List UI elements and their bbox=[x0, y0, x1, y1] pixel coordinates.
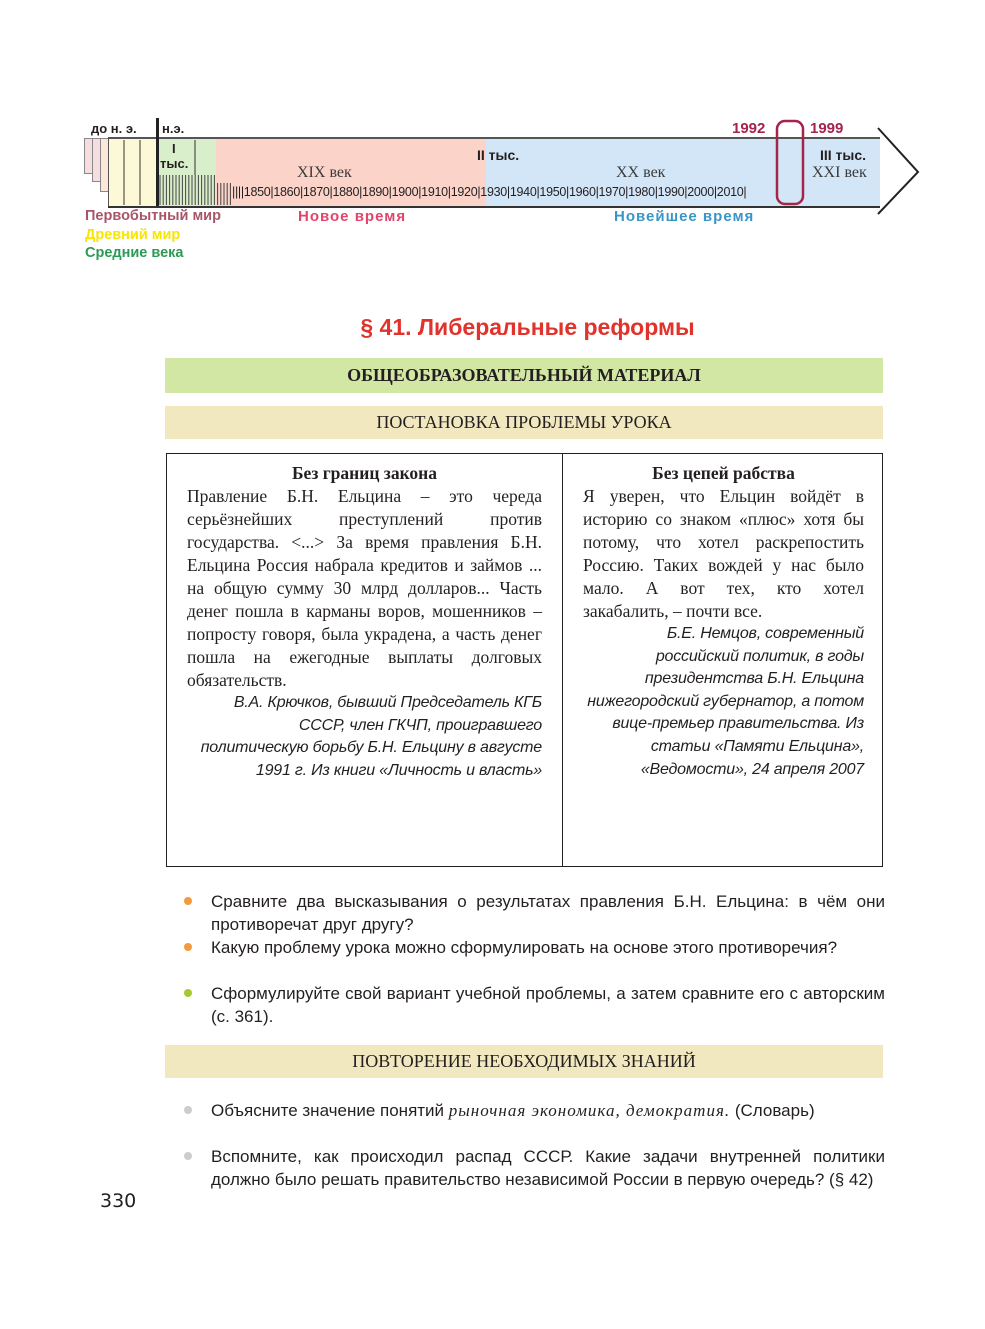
review-text: (Словарь) bbox=[730, 1101, 815, 1120]
year-label: 1910 bbox=[421, 185, 448, 199]
highlight-1990s bbox=[777, 121, 803, 204]
year-label: 1850 bbox=[243, 185, 271, 199]
second-millennium-label: II тыс. bbox=[477, 147, 520, 163]
question-text: Сформулируйте свой вариант учебной проблемы, а затем сравните его с авторским (с. 361). bbox=[211, 984, 885, 1026]
year-label: 1940 bbox=[509, 185, 537, 199]
ad-label: н.э. bbox=[162, 121, 185, 136]
bc-label: до н. э. bbox=[91, 121, 137, 136]
quote-left-text: Правление Б.Н. Ельцина – это череда серьёзнейших преступлений против государства. <...> За время правления Б.Н. Ельцина Россия набрала кредитов и займов ... на общую сумму 30 млрд долларов... Часть денег пошла в карманы воров, мошенников – попросту говоря, была украдена, а часть денег пошла на ежегодные выплаты долговых обязательств. bbox=[187, 486, 542, 690]
year-label: 1890 bbox=[362, 185, 389, 199]
band-lesson-problem: ПОСТАНОВКА ПРОБЛЕМЫ УРОКА bbox=[165, 406, 883, 439]
timeline bbox=[0, 0, 985, 270]
year-label: 1980 bbox=[628, 185, 655, 199]
quote-left-citation: В.А. Крючков, бывший Председатель КГБ СССР, член ГКЧП, проигравшего политическую борьбу Б.Н. Ельцину в августе 1991 г. Из книги «Личность и власть» bbox=[200, 694, 542, 779]
century-20: XX век bbox=[616, 164, 666, 181]
quotes-table bbox=[166, 453, 883, 867]
year-label: 2010 bbox=[716, 185, 744, 199]
band-general-material: ОБЩЕОБРАЗОВАТЕЛЬНЫЙ МАТЕРИАЛ bbox=[165, 358, 883, 393]
century-21: XXI век bbox=[812, 164, 867, 181]
review-terms: рыночная экономика, демократия. bbox=[448, 1101, 731, 1120]
quote-left-heading: Без границ закона bbox=[291, 463, 438, 483]
era-middle: Средние века bbox=[85, 245, 184, 261]
third-millennium-label: III тыс. bbox=[820, 147, 867, 163]
quote-right-text: Я уверен, что Ельцин войдёт в историю со знаком «плюс» хотя бы потому, что хотел раскрепостить Россию. Таких вождей у нас было мало. А вот тех, кто хотел закабалить, – почти все. bbox=[583, 486, 864, 621]
year-label: 1970 bbox=[598, 185, 626, 199]
highlight-start-year: 1992 bbox=[732, 120, 766, 137]
quote-right-heading: Без цепей рабства bbox=[652, 463, 795, 483]
year-label: 1880 bbox=[332, 185, 360, 199]
bullet-icon bbox=[184, 897, 192, 905]
year-label: 1860 bbox=[273, 185, 300, 199]
first-millennium-label: тыс. bbox=[160, 156, 189, 171]
bullet-icon bbox=[184, 1106, 192, 1114]
year-label: 1870 bbox=[302, 185, 330, 199]
first-millennium-num: I bbox=[172, 141, 176, 156]
year-label: 2000 bbox=[687, 185, 714, 199]
question-item bbox=[211, 936, 885, 959]
page-number: 330 bbox=[100, 1190, 137, 1212]
review-text: Объясните значение понятий bbox=[211, 1101, 449, 1120]
question-text: Какую проблему урока можно сформулировать на основе этого противоречия? bbox=[211, 938, 838, 957]
year-label: 1930 bbox=[480, 185, 507, 199]
review-item bbox=[211, 1099, 885, 1122]
question-text: Сравните два высказывания о результатах правления Б.Н. Ельцина: в чём они противоречат друг другу? bbox=[211, 892, 885, 934]
bullet-icon bbox=[184, 943, 192, 951]
band-review: ПОВТОРЕНИЕ НЕОБХОДИМЫХ ЗНАНИЙ bbox=[165, 1045, 883, 1078]
bullet-icon bbox=[184, 1152, 192, 1160]
year-scale: ||||1850|1860|1870|1880|1890|1900|1910|1920|1930|1940|1950|1960|1970|1980|1990|2000|2010| bbox=[232, 185, 747, 199]
question-item bbox=[211, 982, 885, 1028]
highlight-end-year: 1999 bbox=[810, 120, 844, 137]
quote-right bbox=[563, 454, 884, 866]
era-newest: Новейшее время bbox=[614, 208, 755, 225]
paragraph-title: § 41. Либеральные реформы bbox=[360, 314, 695, 340]
review-text: Вспомните, как происходил распад СССР. Какие задачи внутренней политики должно было решать правительство независимой России в первую очередь? (§ 42) bbox=[211, 1147, 885, 1189]
era-ancient: Древний мир bbox=[85, 227, 181, 243]
year-label: 1920 bbox=[450, 185, 478, 199]
century-19: XIX век bbox=[297, 164, 352, 181]
year-label: 1960 bbox=[568, 185, 596, 199]
quote-left bbox=[167, 454, 563, 866]
year-label: 1990 bbox=[657, 185, 685, 199]
question-item bbox=[211, 890, 885, 936]
quote-right-citation: Б.Е. Немцов, современный российский политик, в годы президентства Б.Н. Ельцина нижегородский губернатор, а потом вице-премьер правительства. Из статьи «Памяти Ельцина», «Ведомости», 24 апреля 2007 bbox=[587, 625, 864, 778]
era-primitive: Первобытный мир bbox=[85, 208, 221, 224]
bullet-icon bbox=[184, 989, 192, 997]
era-modern: Новое время bbox=[298, 208, 407, 225]
review-item bbox=[211, 1145, 885, 1191]
year-label: 1900 bbox=[391, 185, 419, 199]
year-label: 1950 bbox=[539, 185, 567, 199]
